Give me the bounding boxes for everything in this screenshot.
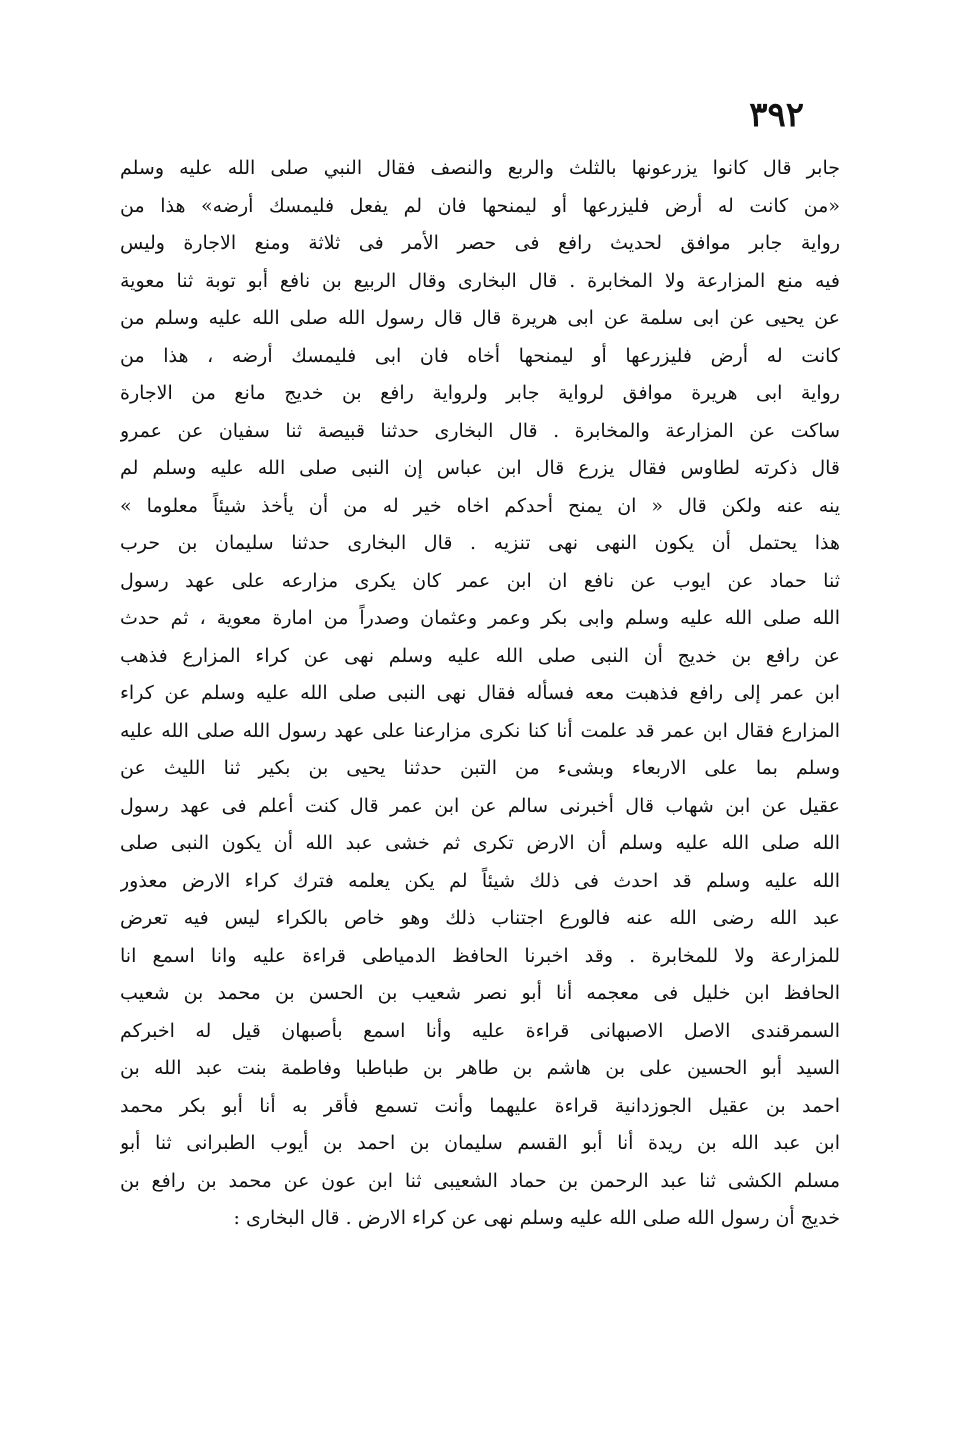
text-line: مسلم الكشى ثنا عبد الرحمن بن حماد الشعيبى ثنا ابن عون عن محمد بن رافع بن	[120, 1169, 840, 1192]
text-line: ينه عنه ولكن قال « ان يمنح أحدكم اخاه خير له من أن يأخذ شيئاً معلوما »	[120, 494, 840, 517]
text-line: ابن عبد الله بن ريدة أنا أبو القسم سليمان بن احمد بن أيوب الطبرانى ثنا أبو	[120, 1132, 840, 1154]
text-line: رواية ابى هريرة موافق لرواية جابر ولرواية رافع بن خديج مانع من الاجارة	[120, 382, 840, 404]
text-line: ساكت عن المزارعة والمخابرة . قال البخارى حدثنا قبيصة ثنا سفيان عن عمرو	[120, 419, 840, 442]
body-text	[120, 150, 840, 1238]
text-line: فيه منع المزارعة ولا المخابرة . قال البخارى وقال الربيع بن نافع أبو توبة ثنا معوية	[120, 269, 840, 292]
text-line: «من كانت له أرض فليزرعها أو ليمنحها فان لم يفعل فليمسك أرضه» هذا من	[120, 194, 840, 217]
text-line: للمزارعة ولا للمخابرة . وقد اخبرنا الحافظ الدمياطى قراءة عليه وانا اسمع انا	[120, 944, 840, 967]
text-line: عقيل عن ابن شهاب قال أخبرنى سالم عن ابن عمر قال كنت أعلم فى عهد رسول	[120, 794, 840, 817]
text-line: ابن عمر إلى رافع فذهبت معه فسأله فقال نهى النبى صلى الله عليه وسلم عن كراء	[120, 682, 840, 704]
text-line: رواية جابر موافق لحديث رافع فى حصر الأمر فى ثلاثة ومنع الاجارة وليس	[120, 232, 840, 254]
text-line: الله صلى الله عليه وسلم أن الارض تكرى ثم خشى عبد الله أن يكون النبى صلى	[120, 832, 840, 854]
text-line: السيد أبو الحسين على بن هاشم بن طاهر بن طباطبا وفاطمة بنت عبد الله بن	[120, 1057, 840, 1079]
text-line: هذا يحتمل أن يكون النهى نهى تنزيه . قال البخارى حدثنا سليمان بن حرب	[120, 532, 840, 554]
text-line: الله صلى الله عليه وسلم وابى بكر وعمر وعثمان وصدراً من امارة معوية ، ثم حدث	[120, 607, 840, 629]
text-line: عبد الله رضى الله عنه فالورع اجتناب ذلك وهو خاص بالكراء ليس فيه تعرض	[120, 907, 840, 929]
text-line: ثنا حماد عن ايوب عن نافع ان ابن عمر كان يكرى مزارعه على عهد رسول	[120, 569, 840, 592]
text-line: المزارع فقال ابن عمر قد علمت أنا كنا نكرى مزارعنا على عهد رسول الله صلى الله عليه	[120, 719, 840, 742]
text-line: الحافظ ابن خليل فى معجمه أنا أبو نصر شعيب بن الحسن بن محمد بن شعيب	[120, 982, 840, 1004]
text-line: جابر قال كانوا يزرعونها بالثلث والربع والنصف فقال النبي صلى الله عليه وسلم	[120, 157, 840, 179]
text-line: احمد بن عقيل الجوزدانية قراءة عليهما وأنت تسمع فأقر به أنا أبو بكر محمد	[120, 1094, 840, 1117]
text-line: وسلم بما على الاربعاء وبشىء من التبن حدثنا يحيى بن بكير ثنا الليث عن	[120, 757, 840, 779]
text-line: الله عليه وسلم قد احدث فى ذلك شيئاً لم يكن يعلمه فترك كراء الارض معذور	[120, 869, 840, 892]
text-line: عن يحيى عن ابى سلمة عن ابى هريرة قال قال رسول الله صلى الله عليه وسلم من	[120, 307, 840, 329]
page-number: ٣٩٢	[749, 95, 804, 135]
text-line: السمرقندى الاصل الاصبهانى قراءة عليه وأنا اسمع بأصبهان قيل له اخبركم	[120, 1019, 840, 1042]
text-line: عن رافع بن خديج أن النبى صلى الله عليه وسلم نهى عن كراء المزارع فذهب	[120, 644, 840, 667]
text-line: خديج أن رسول الله صلى الله عليه وسلم نهى عن كراء الارض . قال البخارى :	[233, 1207, 840, 1229]
text-line: كانت له أرض فليزرعها أو ليمنحها أخاه فان ابى فليمسك أرضه ، هذا من	[120, 344, 840, 367]
text-line: قال ذكرته لطاوس فقال يزرع قال ابن عباس إن النبى صلى الله عليه وسلم لم	[120, 457, 840, 479]
